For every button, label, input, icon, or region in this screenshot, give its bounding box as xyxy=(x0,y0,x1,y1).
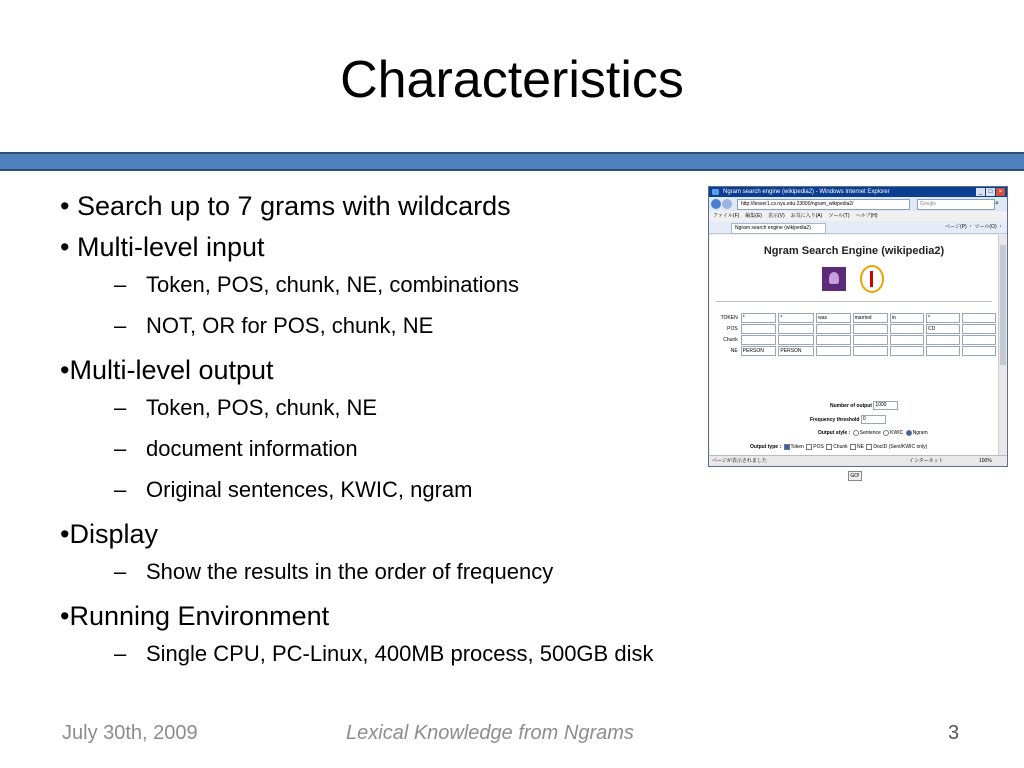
query-grid-cell xyxy=(853,335,888,345)
query-grid-cell: PERSON xyxy=(741,346,777,356)
query-grid-cell: * xyxy=(778,313,814,323)
ie-icon xyxy=(712,189,719,195)
browser-menu-item: 編集(E) xyxy=(745,213,762,219)
number-of-output-input: 1000 xyxy=(873,401,898,410)
query-grid-cell xyxy=(853,324,888,334)
query-grid-row xyxy=(718,313,996,323)
sub-bullet-text: Original sentences, KWIC, ngram xyxy=(146,477,473,502)
status-zoom: 100% xyxy=(979,458,992,464)
frequency-threshold-input: 0 xyxy=(861,415,886,424)
browser-tab-bar xyxy=(709,221,1007,234)
query-grid-cell xyxy=(778,324,814,334)
dash-marker: – xyxy=(114,477,127,502)
bullet-item xyxy=(60,186,700,227)
bullet-text: • Search up to 7 grams with wildcards xyxy=(60,191,511,221)
dash-marker: – xyxy=(114,641,127,666)
query-grid-cell: in xyxy=(890,313,924,323)
scrollbar xyxy=(998,235,1007,455)
query-grid-cell xyxy=(816,335,851,345)
query-grid-cell xyxy=(778,335,814,345)
sub-bullet-item xyxy=(60,391,700,432)
sub-bullet-item xyxy=(60,473,700,514)
query-grid-cell xyxy=(816,346,851,356)
option-label: KWIC xyxy=(890,430,905,436)
query-grid-row-label: TOKEN xyxy=(720,315,738,321)
browser-menu-item: ツール(T) xyxy=(828,213,850,219)
footer-title: Lexical Knowledge from Ngrams xyxy=(346,722,634,744)
query-grid-cell xyxy=(816,324,851,334)
address-bar-row xyxy=(709,197,1007,211)
scrollbar-thumb xyxy=(1000,245,1006,365)
search-field: Google xyxy=(917,199,995,210)
query-grid-cell: was xyxy=(816,313,851,323)
number-of-output-label: Number of output xyxy=(830,402,872,409)
option-label: Sentence xyxy=(859,430,883,436)
status-text: ページが表示されました xyxy=(712,458,767,464)
checkbox xyxy=(806,444,812,450)
bullet-item xyxy=(60,227,700,268)
web-page-title: Ngram Search Engine (wikipedia2) xyxy=(763,245,945,257)
query-grid-row-label: Chunk xyxy=(723,337,738,343)
checkbox xyxy=(850,444,856,450)
query-grid-cell xyxy=(962,324,996,334)
option-label: POS xyxy=(813,444,826,450)
address-field: http://lesser1.cs.nyu.edu:23000/ngram_wikipedia2/ xyxy=(737,199,910,210)
option-label: DocID (Sent/KWIC only) xyxy=(873,444,928,450)
footer-date: July 30th, 2009 xyxy=(62,722,198,744)
browser-menu-bar xyxy=(709,211,1007,221)
logo-image-circle xyxy=(860,265,884,293)
tab-tools: ページ(P) ・ ツール(O) ・ xyxy=(945,224,1003,230)
query-grid-cell xyxy=(926,346,960,356)
sub-bullet-item xyxy=(60,268,700,309)
bullet-text: •Multi-level output xyxy=(60,355,274,385)
browser-title-bar xyxy=(709,187,1007,197)
title-divider-bar xyxy=(0,152,1024,171)
minimize-icon: _ xyxy=(976,188,985,196)
query-grid-cell xyxy=(741,324,777,334)
dash-marker: – xyxy=(114,436,127,461)
search-icon: ⌕ xyxy=(995,200,999,207)
sub-bullet-text: Token, POS, chunk, NE, combinations xyxy=(146,272,519,297)
ostyle-label: Output style : xyxy=(818,430,852,436)
otype-label: Output type : xyxy=(750,444,783,450)
option-label: Chunk xyxy=(833,444,850,450)
query-grid-cell: PERSON xyxy=(778,346,814,356)
query-grid-cell xyxy=(962,313,996,323)
dash-marker: – xyxy=(114,559,127,584)
radio-button xyxy=(906,430,912,436)
bullet-text: • Multi-level input xyxy=(60,232,265,262)
query-grid-cell: married xyxy=(853,313,888,323)
browser-menu-item: お気に入り(A) xyxy=(790,213,823,219)
radio-button xyxy=(853,430,859,436)
query-grid-cell xyxy=(741,335,777,345)
dash-marker: – xyxy=(114,272,127,297)
sub-bullet-item xyxy=(60,637,700,678)
query-grid-row-label: POS xyxy=(727,326,738,332)
query-grid-cell xyxy=(962,335,996,345)
browser-screenshot xyxy=(708,186,1008,479)
bullet-item xyxy=(60,350,700,391)
output-style-row xyxy=(818,429,988,438)
window-controls xyxy=(976,188,1005,196)
sub-bullet-text: Show the results in the order of frequency xyxy=(146,559,554,584)
checkbox xyxy=(784,444,790,450)
query-grid-cell xyxy=(890,335,924,345)
slide-number: 3 xyxy=(948,722,960,744)
dash-marker: – xyxy=(114,395,127,420)
sub-bullet-text: document information xyxy=(146,436,358,461)
sub-bullet-item xyxy=(60,555,700,596)
close-icon: × xyxy=(996,188,1005,196)
frequency-threshold-label: Frequency threshold xyxy=(810,416,860,423)
query-grid-cell xyxy=(890,346,924,356)
query-grid-row xyxy=(718,335,996,345)
checkbox xyxy=(826,444,832,450)
output-type-row xyxy=(750,443,998,452)
query-grid-cell xyxy=(926,335,960,345)
browser-status-bar xyxy=(709,455,1007,466)
browser-tab: Ngram search engine (wikipedia2) xyxy=(731,223,826,234)
web-page-divider xyxy=(716,301,992,302)
status-zone: インターネット xyxy=(909,458,944,464)
sub-bullet-item xyxy=(60,309,700,350)
bullet-text: •Display xyxy=(60,519,158,549)
sub-bullet-item xyxy=(60,432,700,473)
query-grid-cell: * xyxy=(926,313,960,323)
browser-menu-item: ヘルプ(H) xyxy=(855,213,878,219)
query-grid-row-label: NE xyxy=(730,348,738,354)
option-label: Token xyxy=(790,444,806,450)
radio-button xyxy=(883,430,889,436)
sub-bullet-text: NOT, OR for POS, chunk, NE xyxy=(146,313,434,338)
browser-menu-item: ファイル(F) xyxy=(713,213,740,219)
checkbox xyxy=(866,444,872,450)
bullet-item xyxy=(60,514,700,555)
option-label: Ngram xyxy=(912,430,928,436)
sub-bullet-text: Single CPU, PC-Linux, 400MB process, 500GB disk xyxy=(146,641,654,666)
query-grid-cell: * xyxy=(741,313,777,323)
back-icon xyxy=(711,199,721,209)
bullet-text: •Running Environment xyxy=(60,601,330,631)
query-grid-cell xyxy=(962,346,996,356)
maximize-icon: □ xyxy=(986,188,995,196)
logo-image-purple xyxy=(822,267,846,291)
browser-menu-item: 表示(V) xyxy=(767,213,785,219)
bullet-item xyxy=(60,596,700,637)
sub-bullet-text: Token, POS, chunk, NE xyxy=(146,395,378,420)
query-grid-cell xyxy=(853,346,888,356)
slide-title: Characteristics xyxy=(340,51,684,109)
query-grid-cell: CD xyxy=(926,324,960,334)
dash-marker: – xyxy=(114,313,127,338)
query-grid xyxy=(716,312,998,357)
query-grid-row xyxy=(718,324,996,334)
go-button: GO! xyxy=(848,471,862,481)
query-grid-cell xyxy=(890,324,924,334)
browser-window-title: Ngram search engine (wikipedia2) - Windows Internet Explorer xyxy=(723,189,890,195)
number-of-output-row xyxy=(830,401,970,411)
forward-icon xyxy=(722,199,732,209)
bullet-list xyxy=(60,186,700,678)
frequency-threshold-row xyxy=(810,415,970,425)
query-grid-row xyxy=(718,346,996,356)
option-label: NE xyxy=(857,444,866,450)
